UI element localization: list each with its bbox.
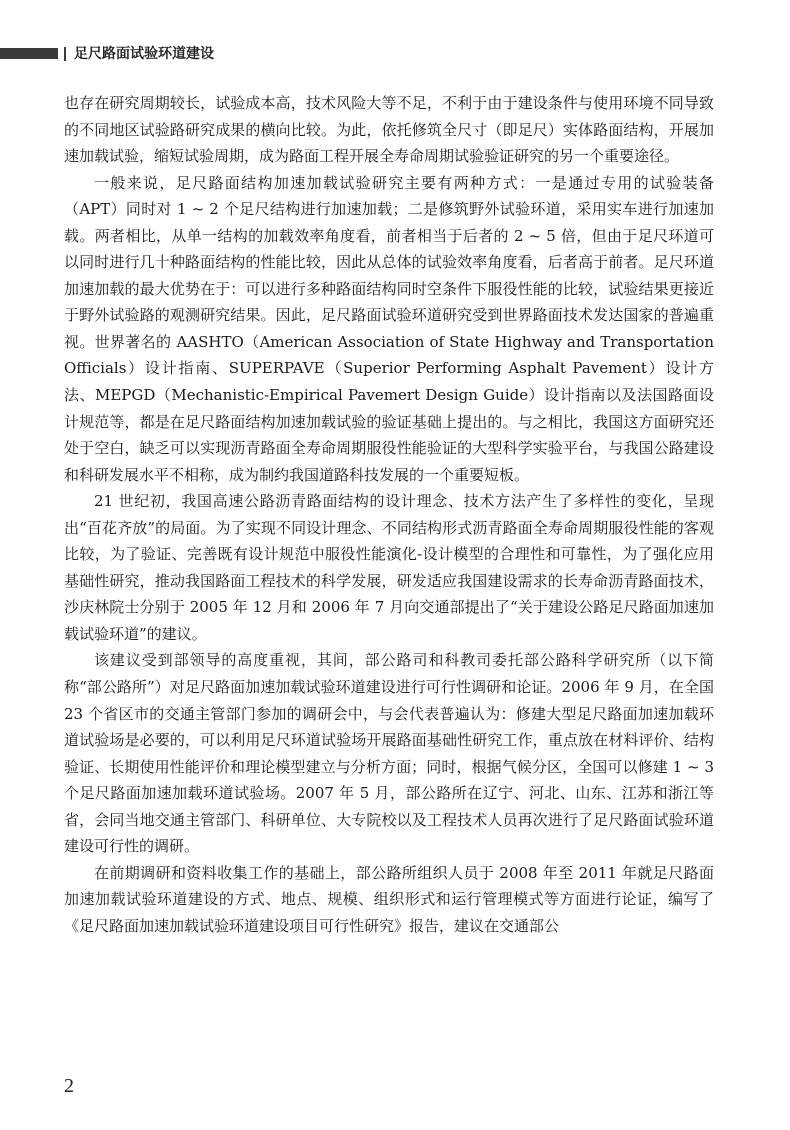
paragraph: 该建议受到部领导的高度重视，其间，部公路司和科教司委托部公路科学研究所（以下简称“部公路所”）对足尺路面加速加载试验环道建设进行可行性调研和论证。2006 年 9 月，在全国 23 个省区市的交通主管部门参加的调研会中，与会代表普遍认为：修建大型足尺路面加速加载环道试验场是必要的，可以利用足尺环道试验场开展路面基础性研究工作，重点放在材料评价、结构验证、长期使用性能评价和理论模型建立与分析方面；同时，根据气候分区，全国可以修建 1 ~ 3 个足尺路面加速加载环道试验场。2007 年 5 月，部公路所在辽宁、河北、山东、江苏和浙江等省，会同当地交通主管部门、科研单位、大专院校以及工程技术人员再次进行了足尺路面试验环道建设可行性的调研。 [64, 651, 714, 856]
header-separator [64, 47, 66, 61]
running-header [0, 44, 790, 64]
running-header-title: 足尺路面试验环道建设 [74, 46, 214, 62]
page-number: 2 [64, 1075, 74, 1097]
paragraph: 也存在研究周期较长，试验成本高，技术风险大等不足，不利于由于建设条件与使用环境不同导致的不同地区试验路研究成果的横向比较。为此，依托修筑全尺寸（即足尺）实体路面结构，开展加速加载试验，缩短试验周期，成为路面工程开展全寿命周期试验验证研究的另一个重要途径。 [64, 94, 714, 166]
paragraph: 21 世纪初，我国高速公路沥青路面结构的设计理念、技术方法产生了多样性的变化，呈现出“百花齐放”的局面。为了实现不同设计理念、不同结构形式沥青路面全寿命周期服役性能的客观比较，为了验证、完善既有设计规范中服役性能演化-设计模型的合理性和可靠性，为了强化应用基础性研究，推动我国路面工程技术的科学发展，研发适应我国建设需求的长寿命沥青路面技术，沙庆林院士分别于 2005 年 12 月和 2006 年 7 月向交通部提出了“关于建设公路足尺路面加速加载试验环道”的建议。 [64, 492, 714, 643]
paragraph: 在前期调研和资料收集工作的基础上，部公路所组织人员于 2008 年至 2011 年就足尺路面加速加载试验环道建设的方式、地点、规模、组织形式和运行管理模式等方面进行论证，编写了《足尺路面加速加载试验环道建设项目可行性研究》报告，建议在交通部公 [64, 863, 714, 935]
paragraph: 一般来说，足尺路面结构加速加载试验研究主要有两种方式：一是通过专用的试验装备（APT）同时对 1 ~ 2 个足尺结构进行加速加载；二是修筑野外试验环道，采用实车进行加速加载。两者相比，从单一结构的加载效率角度看，前者相当于后者的 2 ~ 5 倍，但由于足尺环道可以同时进行几十种路面结构的性能比较，因此从总体的试验效率角度看，后者高于前者。足尺环道加速加载的最大优势在于：可以进行多种路面结构同时空条件下服役性能的比较，试验结果更接近于野外试验路的观测研究结果。因此，足尺路面试验环道研究受到世界路面技术发达国家的普遍重视。世界著名的 AASHTO（American Association of State Highway and Transportation Officials）设计指南、SUPERPAVE（Superior Performing Asphalt Pavement）设计方法、MEPGD（Mechanistic-Empirical Pavemert Design Guide）设计指南以及法国路面设计规范等，都是在足尺路面结构加速加载试验的验证基础上提出的。与之相比，我国这方面研究还处于空白，缺乏可以实现沥青路面全寿命周期服役性能验证的大型科学实验平台，与我国公路建设和科研发展水平不相称，成为制约我国道路科技发展的一个重要短板。 [64, 173, 714, 484]
body-text [64, 90, 714, 940]
header-decor-bar [0, 48, 58, 59]
